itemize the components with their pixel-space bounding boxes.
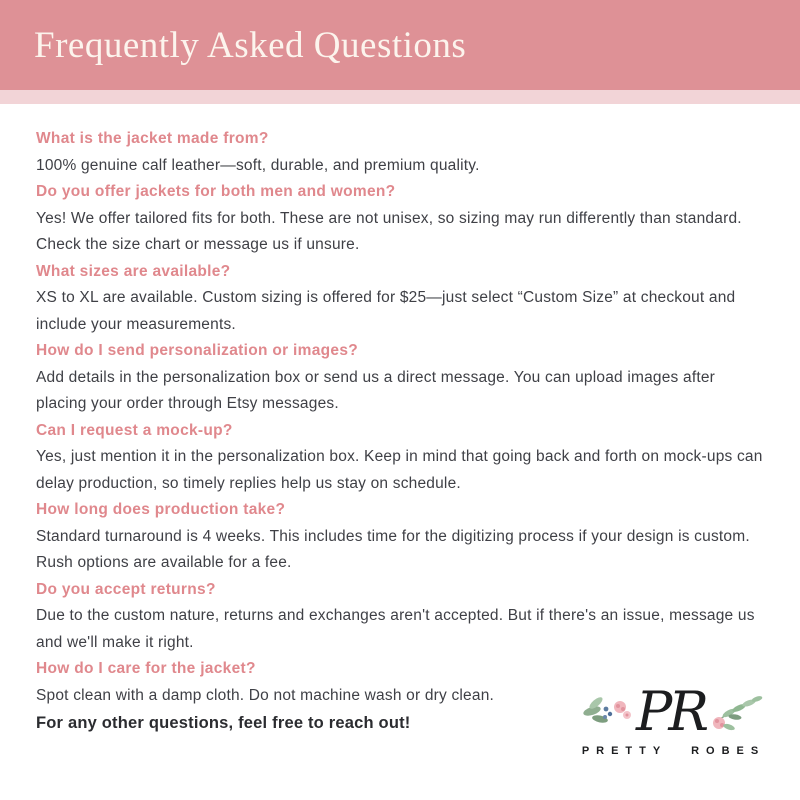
faq-item — [36, 338, 764, 418]
faq-item — [36, 126, 764, 179]
faq-item — [36, 179, 764, 259]
faq-item — [36, 259, 764, 339]
faq-question: Do you offer jackets for both men and women? — [36, 183, 396, 200]
faq-answer: Spot clean with a damp cloth. Do not machine wash or dry clean. — [36, 686, 495, 704]
faq-answer: Due to the custom nature, returns and exchanges aren't accepted. But if there's an issue, message us and we'll make it right. — [36, 607, 755, 651]
faq-question: How do I send personalization or images? — [36, 342, 359, 359]
faq-question: Can I request a mock-up? — [36, 421, 233, 439]
logo-monogram: PR — [636, 680, 705, 743]
faq-question: How do I care for the jacket? — [36, 660, 256, 677]
brand-logo — [571, 680, 776, 757]
faq-answer: Add details in the personalization box or send us a direct message. You can upload images after placing your order through Etsy messages. — [36, 368, 716, 412]
header-accent-strip — [0, 90, 800, 104]
footer-note: For any other questions, feel free to reach out! — [36, 714, 411, 732]
logo-brand-name: PRETTY ROBES — [581, 745, 766, 757]
page-header — [0, 0, 800, 90]
faq-answer: Standard turnaround is 4 weeks. This includes time for the digitizing process if your design is custom. Rush options are available for a fee. — [36, 527, 750, 571]
faq-list — [0, 104, 800, 709]
logo-monogram-row — [582, 680, 765, 744]
faq-question: How long does production take? — [36, 501, 286, 518]
faq-answer: Yes, just mention it in the personalization box. Keep in mind that going back and forth on mock-ups can delay production, so timely replies help us stay on schedule. — [36, 448, 763, 492]
page-title: Frequently Asked Questions — [34, 24, 467, 66]
faq-item — [36, 497, 764, 577]
faq-answer: Yes! We offer tailored fits for both. These are not unisex, so sizing may run differently than standard. Check the size chart or message us if unsure. — [36, 209, 742, 253]
faq-question: Do you accept returns? — [36, 580, 216, 598]
floral-right-icon — [707, 687, 765, 737]
faq-answer: 100% genuine calf leather—soft, durable, and premium quality. — [36, 156, 480, 174]
faq-question: What is the jacket made from? — [36, 130, 269, 147]
floral-left-icon — [582, 689, 634, 735]
faq-question: What sizes are available? — [36, 262, 231, 280]
faq-answer: XS to XL are available. Custom sizing is offered for $25—just select “Custom Size” at checkout and include your measurements. — [36, 289, 736, 333]
faq-item — [36, 418, 764, 498]
faq-item — [36, 577, 764, 657]
